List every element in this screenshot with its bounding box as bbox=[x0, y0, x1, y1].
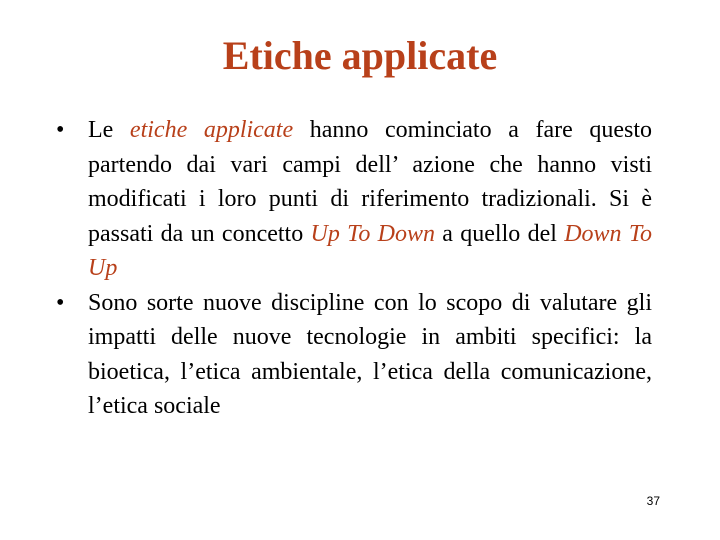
highlight-down-to-up: Down To Up bbox=[88, 220, 653, 281]
bullet-text: a quello del bbox=[434, 220, 565, 247]
bullet-marker: • bbox=[56, 117, 65, 143]
bullet-item-1 bbox=[56, 113, 652, 286]
highlight-etiche-applicate: etiche applicate bbox=[129, 117, 294, 143]
bullet-text: hanno cominciato a fare questo partendo dai vari campi dell’ azione che hanno visti modificati i loro punti di riferimento tradizionali. Si è passati da un concetto bbox=[88, 117, 652, 247]
bullet-marker: • bbox=[56, 289, 65, 316]
bullet-text: Le bbox=[88, 117, 130, 143]
bullet-item-2 bbox=[56, 286, 652, 424]
highlight-up-to-down: Up To Down bbox=[310, 220, 435, 247]
bullet-text: Sono sorte nuove discipline con lo scopo di valutare gli impatti delle nuove tecnologie in ambiti specifici: la bioetica, l’etica ambientale, l’etica della comunicazione, l’etica sociale bbox=[88, 289, 652, 419]
slide-title: Etiche applicate bbox=[222, 33, 498, 78]
bullet-list bbox=[56, 113, 652, 424]
page-number: 37 bbox=[646, 494, 660, 508]
